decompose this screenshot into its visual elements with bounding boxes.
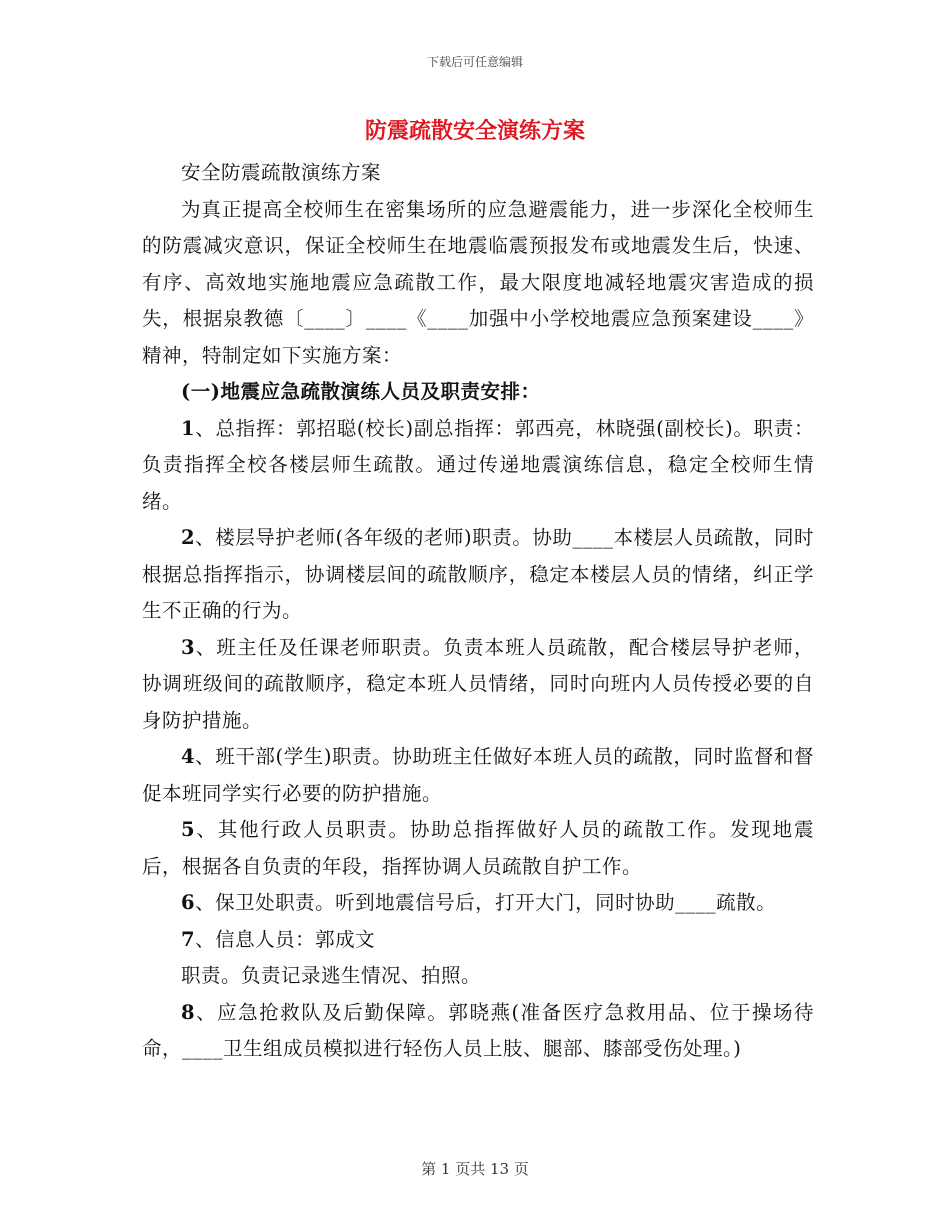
paragraph-item-8: 8、应急抢救队及后勤保障。郭晓燕(准备医疗急救用品、位于操场待命，____卫生组成员模拟进行轻伤人员上肢、腿部、膝部受伤处理。): [142, 1000, 814, 1060]
paragraph-duty: 职责。负责记录逃生情况、拍照。: [181, 964, 482, 987]
paragraph-item-6: 6、保卫处职责。听到地震信号后，打开大门，同时协助____疏散。: [181, 891, 777, 914]
paragraph-item-2: 2、楼层导护老师(各年级的老师)职责。协助____本楼层人员疏散，同时根据总指挥指示，协调楼层间的疏散顺序，稳定本楼层人员的情绪，纠正学生不正确的行为。: [142, 526, 814, 622]
paragraph-item-3: 3、班主任及任课老师职责。负责本班人员疏散，配合楼层导护老师，协调班级间的疏散顺序，稳定本班人员情绪，同时向班内人员传授必要的自身防护措施。: [142, 635, 814, 732]
section-heading: (一)地震应急疏散演练人员及职责安排：: [181, 380, 541, 403]
page-footer: 第 1 页共 13 页: [421, 1160, 529, 1178]
document-body: [142, 155, 814, 1068]
paragraph-item-5: 5、其他行政人员职责。协助总指挥做好人员的疏散工作。发现地震后，根据各自负责的年段，指挥协调人员疏散自护工作。: [142, 818, 814, 878]
paragraph-intro: 为真正提高全校师生在密集场所的应急避震能力，进一步深化全校师生的防震减灾意识，保证全校师生在地震临震预报发布或地震发生后，快速、有序、高效地实施地震应急疏散工作，最大限度地减轻地震灾害造成的损失，根据泉教德〔____〕____《____加强中小学校地震应急预案建设____》精神，特制定如下实施方案：: [142, 197, 814, 367]
paragraph-item-4: 4、班干部(学生)职责。协助班主任做好本班人员的疏散，同时监督和督促本班同学实行必要的防护措施。: [142, 745, 814, 805]
header-note: 下载后可任意编辑: [426, 55, 523, 69]
paragraph-item-1: 1、总指挥：郭招聪(校长)副总指挥：郭西亮，林晓强(副校长)。职责：负责指挥全校各楼层师生疏散。通过传递地震演练信息，稳定全校师生情绪。: [142, 416, 814, 513]
paragraph-item-7: 7、信息人员：郭成文: [181, 927, 376, 951]
paragraph-subtitle: 安全防震疏散演练方案: [181, 161, 382, 184]
document-title: 防震疏散安全演练方案: [364, 118, 585, 144]
